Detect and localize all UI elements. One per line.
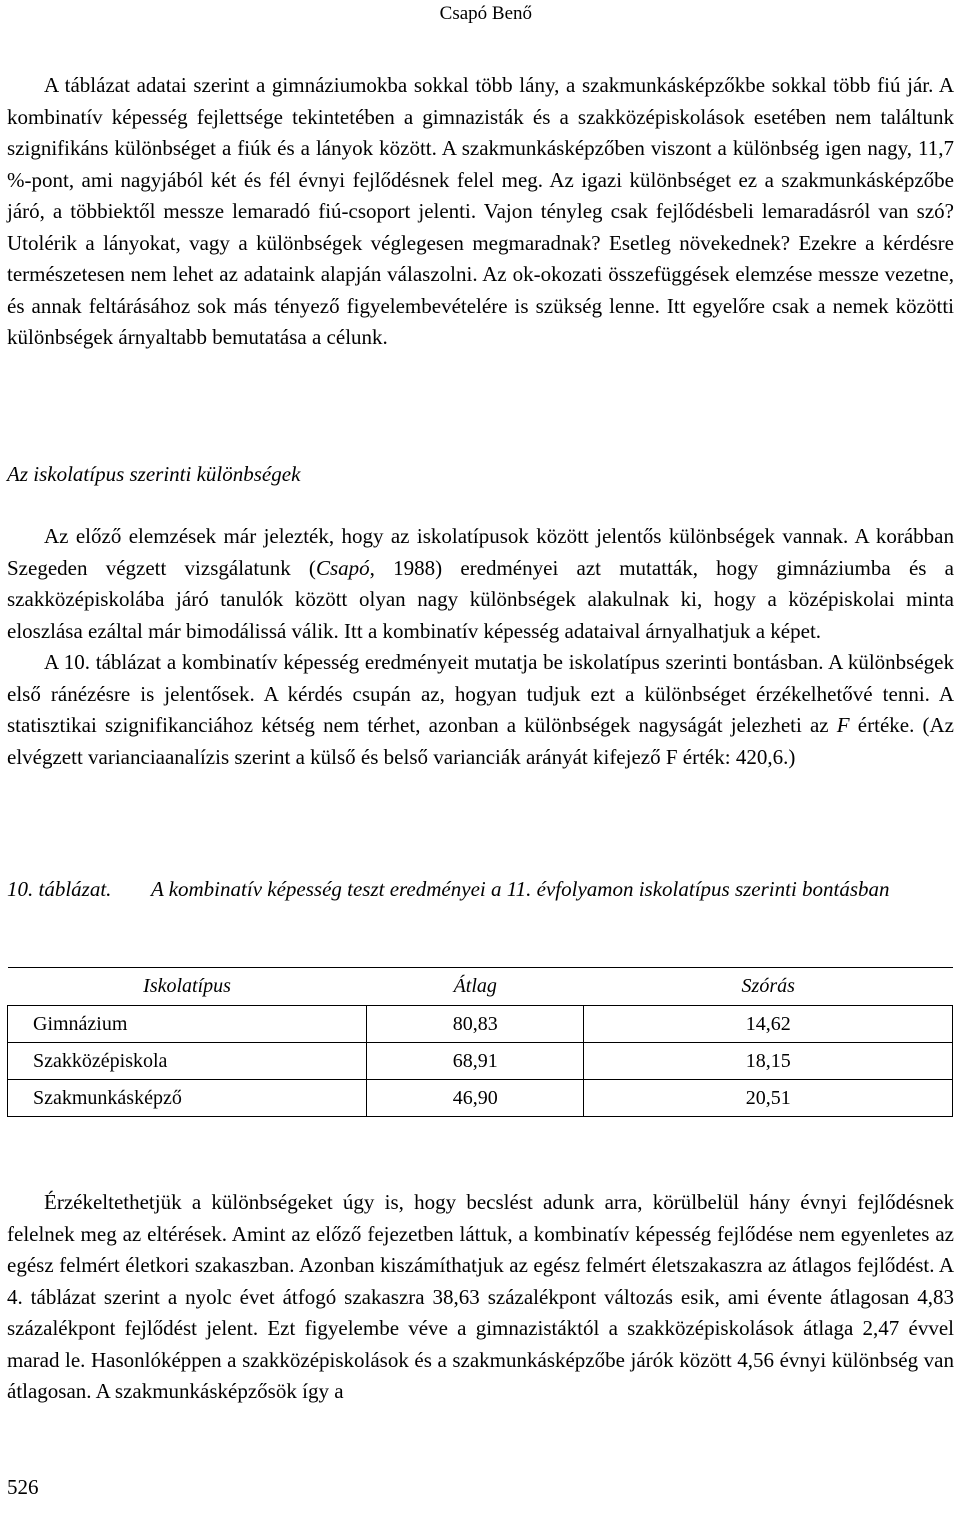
- cell-mean: 46,90: [367, 1080, 584, 1117]
- table-row: [8, 1080, 953, 1117]
- paragraph-text: [7, 521, 954, 647]
- column-header-sd: Szórás: [584, 968, 953, 1006]
- paragraph-school-type: [7, 521, 954, 773]
- cell-mean: 80,83: [367, 1006, 584, 1043]
- paragraph-development-years: [7, 1187, 954, 1408]
- page-number: 526: [7, 1475, 39, 1499]
- paragraph-text: Érzékeltethetjük a különbségeket úgy is, hogy becslést adunk arra, körülbelül hány évnyi fejlődésnek felelnek meg az eltérések. Amint az előző fejezetben láttuk, a kombinatív képesség fejlődése nem egyenletes az egész felmért életkori szakaszban. Azonban kiszámíthatjuk az egész felmért életszakaszra az átlagos fejlődést. A 4. táblázat szerint a nyolc évet átfogó szakaszra 38,63 százalékpont változás esik, ami évente átlagosan 4,83 százalékpont fejlődést jelent. Ezt figyelembe véve a gimnazistáktól a szakközépiskolások átlaga 2,47 évvel marad le. Hasonlóképpen a szakközépiskolások és a szakmunkásképzőbe járók között 4,56 évnyi különbség van átlagosan. A szakmunkásképzősök így a: [7, 1190, 954, 1403]
- cell-sd: 20,51: [584, 1080, 953, 1117]
- cell-school-type: Gimnázium: [8, 1006, 367, 1043]
- cell-school-type: Szakmunkásképző: [8, 1080, 367, 1117]
- cell-sd: 14,62: [584, 1006, 953, 1043]
- column-header-school-type: Iskolatípus: [8, 968, 367, 1006]
- running-header: Csapó Benő: [439, 3, 532, 24]
- cell-sd: 18,15: [584, 1043, 953, 1080]
- table-row: [8, 1006, 953, 1043]
- results-table: [7, 967, 953, 1117]
- table-header-row: [8, 968, 953, 1006]
- paragraph-gender-differences: [7, 70, 954, 354]
- column-header-mean: Átlag: [367, 968, 584, 1006]
- citation-author: Csapó: [315, 555, 370, 580]
- paragraph-text: A táblázat adatai szerint a gimnáziumokba sokkal több lány, a szakmunkásképzőkbe sokkal több fiú jár. A kombinatív képesség fejlettsége tekintetében a gimnazisták és a szakközépiskolások esetében nem találtunk szignifikáns különbséget a fiúk és a lányok között. A szakmunkásképzőben viszont a különbség igen nagy, 11,7 %-pont, ami nagyjából két és fél évnyi fejlődésnek felel meg. Az igazi különbséget ez a szakmunkásképzőbe járó, a többiektől messze lemaradó fiú-csoport jelenti. Vajon tényleg csak fejlődésbeli lemaradásról van szó? Utolérik a lányokat, vagy a különbségek véglegesen megmaradnak? Esetleg növekednek? Ezekre a kérdésre természetesen nem lehet az adataink alapján válaszolni. Az ok-okozati összefüggések elemzése messze vezetne, és annak feltárásához sok más tényező figyelembevételére is szükség lenne. Itt egyelőre csak a nemek közötti különbségek árnyaltabb bemutatása a célunk.: [7, 73, 954, 349]
- f-symbol: F: [836, 713, 850, 737]
- paragraph-text: [7, 647, 954, 773]
- table-caption: [7, 872, 947, 906]
- text-span: , 1988) eredményei azt mutatták, hogy gimnáziumba és a szakközépiskolába járó tanulók között olyan nagy különbségek alakulnak ki, hogy a középiskolai minta eloszlása ezáltal már bimodálissá válik. Itt a kombinatív képesség adataival árnyalhatjuk a képet.: [7, 555, 954, 643]
- text-span: A 10. táblázat a kombinatív képesség eredményeit mutatja be iskolatípus szerinti bontásban. A különbségek első ránézésre is jelentősek. A kérdés csupán az, hogyan tudjuk ezt a különbséget érzékelhetővé tenni. A statisztikai szignifikanciához kétség nem térhet, azonban a különbségek nagyságát jelezheti az: [7, 650, 954, 737]
- cell-mean: 68,91: [367, 1043, 584, 1080]
- table-title: A kombinatív képesség teszt eredményei a 11. évfolyamon iskolatípus szerinti bontásban: [151, 877, 890, 901]
- cell-school-type: Szakközépiskola: [8, 1043, 367, 1080]
- text-span: Az előző elemzések már jelezték, hogy az iskolatípusok között jelentős különbségek vannak. A korábban Szegeden végzett vizsgálatunk (: [7, 524, 954, 580]
- text-span: értéke. (Az elvégzett varianciaanalízis szerint a külső és belső varianciák arányát kifejező F érték: 420,6.): [7, 713, 954, 769]
- table-number: 10. táblázat.: [7, 877, 112, 901]
- section-heading: Az iskolatípus szerinti különbségek: [7, 462, 301, 486]
- table-row: [8, 1043, 953, 1080]
